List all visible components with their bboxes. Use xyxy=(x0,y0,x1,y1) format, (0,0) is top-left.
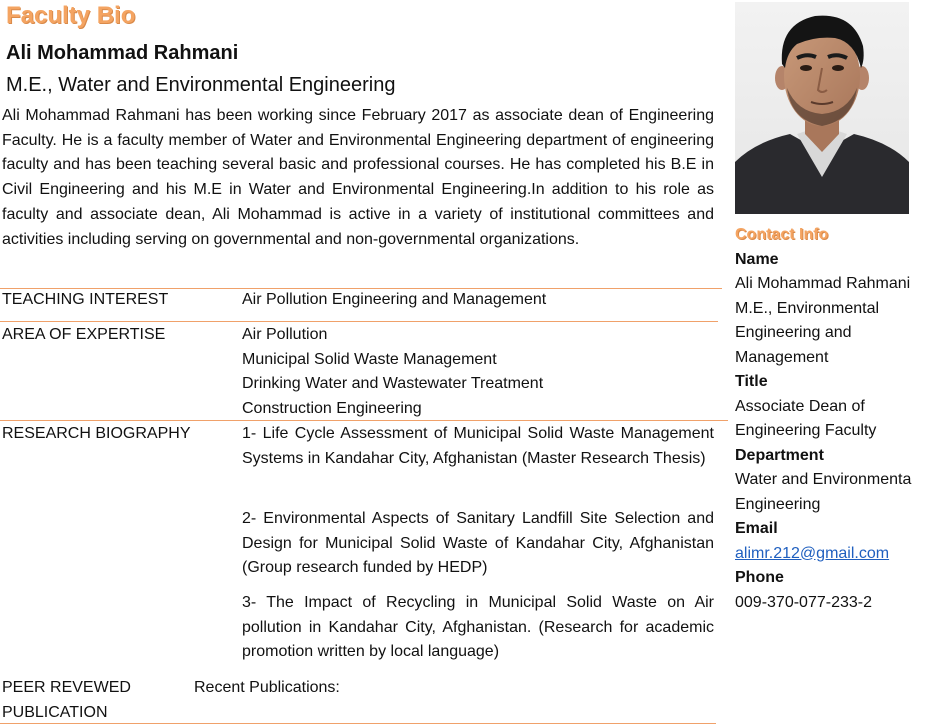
teaching-interest-label: TEACHING INTEREST xyxy=(2,291,169,308)
recent-publications-label: Recent Publications: xyxy=(194,679,340,696)
contact-department-line: Water and Environmenta xyxy=(735,471,912,488)
faculty-degree: M.E., Water and Environmental Engineering xyxy=(6,74,396,96)
divider-peer xyxy=(0,723,716,724)
peer-reviewed-label-line: PEER REVEWED xyxy=(2,679,131,696)
contact-degree-line: M.E., Environmental xyxy=(735,299,880,317)
expertise-item: Air Pollution xyxy=(242,326,328,343)
expertise-item: Construction Engineering xyxy=(242,399,422,417)
contact-email-link[interactable]: alimr.212@gmail.com xyxy=(735,544,890,562)
research-biography-label: RESEARCH BIOGRAPHY xyxy=(2,425,191,442)
contact-department-line: Engineering xyxy=(735,495,821,513)
expertise-item: Drinking Water and Wastewater Treatment xyxy=(242,375,544,392)
portrait-illustration-icon xyxy=(735,2,909,214)
contact-name-value: Ali Mohammad Rahmani xyxy=(735,275,911,292)
faculty-name: Ali Mohammad Rahmani xyxy=(6,42,239,64)
profile-photo xyxy=(735,2,909,214)
research-item: 2- Environmental Aspects of Sanitary Landfill Site Selection and Design for Municipal Solid Waste of Kandahar City, Afghanistan (Group research funded by HEDP) xyxy=(242,510,714,576)
contact-name-label: Name xyxy=(735,250,779,268)
contact-degree-line: Engineering and xyxy=(735,324,852,341)
divider-expertise xyxy=(0,420,728,421)
contact-info-heading: Contact Info xyxy=(735,226,829,243)
contact-title-label: Title xyxy=(735,373,768,390)
area-of-expertise-label: AREA OF EXPERTISE xyxy=(2,326,166,343)
teaching-interest-value: Air Pollution Engineering and Management xyxy=(242,291,547,308)
contact-degree-line: Management xyxy=(735,348,829,366)
research-item: 1- Life Cycle Assessment of Municipal Solid Waste Management Systems in Kandahar City, Afghanistan (Master Research Thesis) xyxy=(242,425,714,467)
peer-reviewed-label-line: PUBLICATION xyxy=(2,703,108,721)
bio-paragraph: Ali Mohammad Rahmani has been working since February 2017 as associate dean of Engineering Faculty. He is a faculty member of Water and Environmental Engineering department of engineering faculty and has been teaching several basic and professional courses. He has completed his B.E in Civil Engineering and his M.E in Water and Environmental Engineering.In addition to his role as faculty and associate dean, Ali Mohammad is active in a variety of institutional committees and activities including serving on governmental and non-governmental organizations. xyxy=(2,107,714,248)
research-item: 3- The Impact of Recycling in Municipal Solid Waste on Air pollution in Kandahar City, Afghanistan. (Research for academic promotion written by local language) xyxy=(242,594,714,660)
divider-teaching xyxy=(0,321,718,322)
contact-phone-label: Phone xyxy=(735,569,784,586)
contact-title-line: Associate Dean of xyxy=(735,397,865,415)
expertise-item: Municipal Solid Waste Management xyxy=(242,350,497,368)
contact-email-label: Email xyxy=(735,520,778,537)
contact-info-panel xyxy=(735,223,928,615)
peer-reviewed-label xyxy=(2,676,131,725)
contact-phone-value: 009-370-077-233-2 xyxy=(735,593,872,611)
contact-title-line: Engineering Faculty xyxy=(735,422,877,439)
contact-department-label: Department xyxy=(735,446,824,464)
page-heading: Faculty Bio xyxy=(6,2,136,29)
area-of-expertise-list xyxy=(242,323,543,421)
